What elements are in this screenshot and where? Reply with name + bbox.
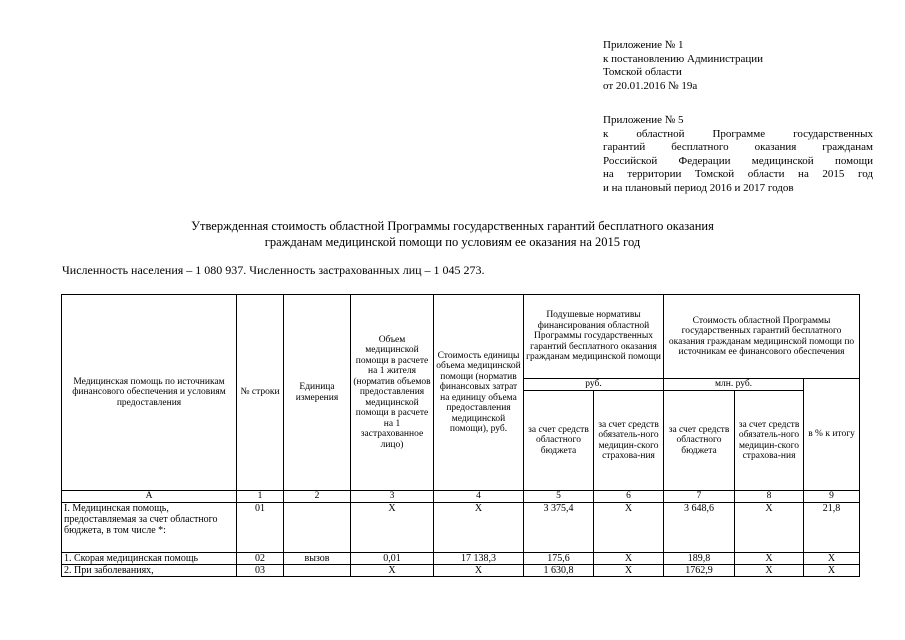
row-cell: 02 bbox=[237, 552, 284, 564]
row-cell: Х bbox=[434, 564, 524, 576]
row-cell bbox=[284, 564, 351, 576]
appendix-1-line: от 20.01.2016 № 19а bbox=[603, 79, 698, 92]
appendix-5-heading: Приложение № 5 bbox=[603, 114, 684, 126]
row-cell: Х bbox=[735, 552, 804, 564]
column-number: 7 bbox=[664, 491, 735, 503]
header-oms-mln: за счет средств обязатель-ного медицин-ского страхова-ния bbox=[735, 391, 804, 491]
header-unit-cost: Стоимость единицы объема медицинской помощи (норматив финансовых затрат на единицу объема предоставления медицинской помощи), руб. bbox=[434, 295, 524, 491]
document-title-line: Утвержденная стоимость областной Программы государственных гарантий бесплатного оказания bbox=[191, 219, 714, 233]
column-number-row bbox=[62, 491, 860, 503]
row-cell: Х bbox=[594, 564, 664, 576]
header-row-number: № строки bbox=[237, 295, 284, 491]
row-cell: Х bbox=[351, 502, 434, 552]
header-regional-budget-mln: за счет средств областного бюджета bbox=[664, 391, 735, 491]
row-name: I. Медицинская помощь, предоставляемая за счет областного бюджета, в том числе *: bbox=[62, 502, 237, 552]
row-cell: 1 630,8 bbox=[524, 564, 594, 576]
column-number: 3 bbox=[351, 491, 434, 503]
appendix-1-line: Томской области bbox=[603, 66, 682, 78]
row-cell: 21,8 bbox=[804, 502, 860, 552]
appendix-5-header bbox=[603, 114, 873, 195]
table-row bbox=[62, 502, 860, 552]
row-cell: 1762,9 bbox=[664, 564, 735, 576]
row-cell: Х bbox=[735, 564, 804, 576]
cost-table bbox=[61, 294, 860, 577]
header-percent-total: в % к итогу bbox=[804, 379, 860, 491]
appendix-1-line: к постановлению Администрации bbox=[603, 52, 764, 65]
row-cell: 189,8 bbox=[664, 552, 735, 564]
column-number: 1 bbox=[237, 491, 284, 503]
column-number: А bbox=[62, 491, 237, 503]
header-oms-rub: за счет средств обязатель-ного медицин-ского страхова-ния bbox=[594, 391, 664, 491]
appendix-1-header bbox=[603, 39, 873, 93]
row-cell: 01 bbox=[237, 502, 284, 552]
appendix-5-line: к областной Программе государственных bbox=[603, 127, 873, 140]
column-number: 2 bbox=[284, 491, 351, 503]
column-number: 5 bbox=[524, 491, 594, 503]
header-unit: Единица измерения bbox=[284, 295, 351, 491]
header-volume: Объем медицинской помощи в расчете на 1 жителя (норматив объемов предоставления медицинской помощи в расчете на 1 застрахованное лицо) bbox=[351, 295, 434, 491]
document-title-line: гражданам медицинской помощи по условиям ее оказания на 2015 год bbox=[264, 235, 641, 249]
row-cell: Х bbox=[351, 564, 434, 576]
header-program-cost-group: Стоимость областной Программы государственных гарантий бесплатного оказания гражданам медицинской помощи по источникам ее финансового обеспечения bbox=[664, 295, 860, 379]
row-cell: 03 bbox=[237, 564, 284, 576]
appendix-5-line: на территории Томской области на 2015 год bbox=[603, 168, 873, 180]
column-number: 8 bbox=[735, 491, 804, 503]
column-number: 9 bbox=[804, 491, 860, 503]
row-cell: 17 138,3 bbox=[434, 552, 524, 564]
row-cell: Х bbox=[594, 552, 664, 564]
table-row bbox=[62, 552, 860, 564]
appendix-5-line: гарантий бесплатного оказания гражданам bbox=[603, 141, 873, 153]
header-per-capita-group: Подушевые нормативы финансирования областной Программы государственных гарантий бесплатного оказания гражданам медицинской помощи bbox=[524, 295, 664, 379]
row-name: 1. Скорая медицинская помощь bbox=[62, 552, 237, 564]
column-number: 4 bbox=[434, 491, 524, 503]
row-cell: 0,01 bbox=[351, 552, 434, 564]
row-cell: Х bbox=[434, 502, 524, 552]
header-mln-rub: млн. руб. bbox=[664, 379, 804, 391]
row-cell bbox=[284, 502, 351, 552]
row-cell: Х bbox=[804, 552, 860, 564]
row-cell: 175,6 bbox=[524, 552, 594, 564]
header-medical-care: Медицинская помощь по источникам финансового обеспечения и условиям предоставления bbox=[62, 295, 237, 491]
row-cell: вызов bbox=[284, 552, 351, 564]
column-number: 6 bbox=[594, 491, 664, 503]
appendix-1-line: Приложение № 1 bbox=[603, 39, 684, 51]
header-regional-budget-rub: за счет средств областного бюджета bbox=[524, 391, 594, 491]
row-cell: 3 648,6 bbox=[664, 502, 735, 552]
row-cell: 3 375,4 bbox=[524, 502, 594, 552]
table-row bbox=[62, 564, 860, 576]
row-cell: Х bbox=[735, 502, 804, 552]
row-cell: Х bbox=[594, 502, 664, 552]
appendix-5-line: и на плановый период 2016 и 2017 годов bbox=[603, 181, 794, 194]
population-text: Численность населения – 1 080 937. Численность застрахованных лиц – 1 045 273. bbox=[62, 263, 485, 277]
appendix-5-line: Российской Федерации медицинской помощи bbox=[603, 154, 873, 167]
document-title bbox=[60, 218, 845, 250]
row-name: 2. При заболеваниях, bbox=[62, 564, 237, 576]
header-rub: руб. bbox=[524, 379, 664, 391]
row-cell: Х bbox=[804, 564, 860, 576]
